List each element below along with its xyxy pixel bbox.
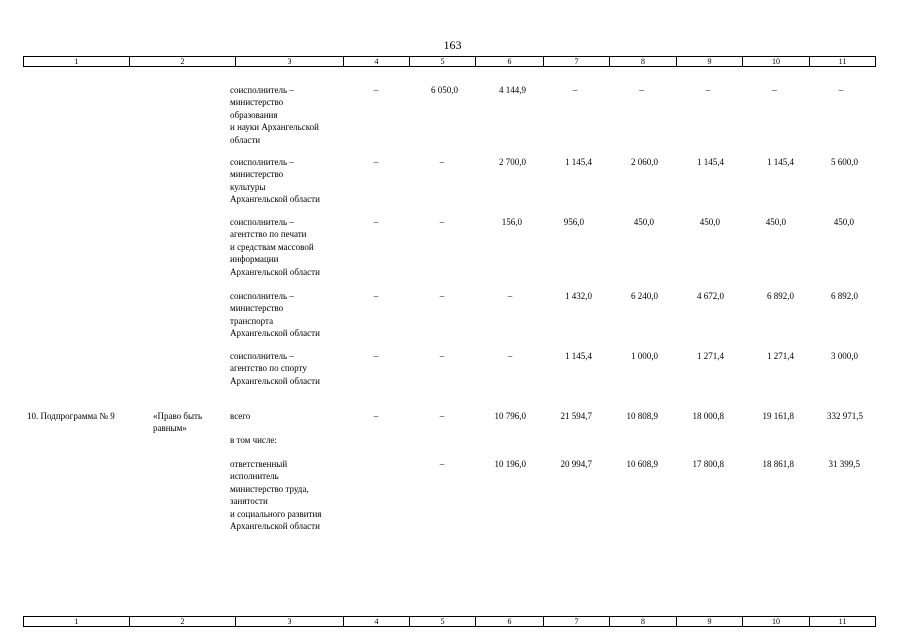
row-label: ответственный исполнитель министерство труда, занятости и социального развития Архангельской области [230,459,322,532]
value-cell: 17 800,8 [692,459,724,469]
value-cell: 20 994,7 [560,459,592,469]
col-number: 7 [544,57,610,67]
col-number: 7 [544,617,610,627]
col-number: 8 [610,57,677,67]
value-cell: – [705,85,711,95]
value-cell: 956,0 [563,217,584,227]
value-cell: – [373,157,379,167]
col-number: 11 [810,57,876,67]
value-cell: – [439,459,445,469]
col-number: 6 [476,57,544,67]
value-cell: – [439,411,445,421]
value-cell: – [772,85,777,95]
col-number: 3 [236,57,344,67]
col-number: 10 [743,617,810,627]
value-cell: 6 892,0 [831,291,858,301]
value-cell: 1 145,4 [565,351,592,361]
value-cell: 1 145,4 [697,157,724,167]
value-cell: – [373,291,379,301]
page-number: 163 [443,38,462,52]
including-label: в том числе: [230,435,277,445]
value-cell: – [439,291,445,301]
col-number: 8 [610,617,677,627]
value-cell: 3 000,0 [831,351,858,361]
value-cell: 1 000,0 [631,351,658,361]
col-number: 5 [410,57,476,67]
value-cell: 6 892,0 [767,291,794,301]
column-header-bottom [23,616,876,627]
value-cell: – [373,411,379,421]
row-label: соисполнитель – агентство по печати и средствам массовой информации Архангельской области [230,217,320,277]
col-number: 1 [24,57,130,67]
value-cell: – [373,351,379,361]
value-cell: 10 196,0 [494,459,526,469]
value-cell: 4 144,9 [499,85,526,95]
value-cell: – [439,351,445,361]
row-label: соисполнитель – министерство образования и науки Архангельской области [230,85,319,145]
value-cell: 1 145,4 [767,157,794,167]
value-cell: 10 796,0 [494,411,526,421]
value-cell: 6 240,0 [631,291,658,301]
col-number: 9 [677,57,743,67]
value-cell: 450,0 [699,217,720,227]
value-cell: – [373,85,379,95]
col-number: 3 [236,617,344,627]
value-cell: – [572,85,578,95]
col-number: 11 [810,617,876,627]
value-cell: 10 608,9 [626,459,658,469]
value-cell: 1 432,0 [565,291,592,301]
value-cell: 2 700,0 [499,157,526,167]
value-cell: 1 271,4 [767,351,794,361]
value-cell: 21 594,7 [560,411,592,421]
value-cell: – [373,217,379,227]
value-cell: 10 808,9 [626,411,658,421]
value-cell: 450,0 [633,217,654,227]
value-cell: – [838,85,844,95]
value-cell: – [507,351,513,361]
value-cell: 6 050,0 [431,85,458,95]
value-cell: 156,0 [501,217,522,227]
value-cell: 31 399,5 [828,459,860,469]
value-cell: 5 600,0 [831,157,858,167]
value-cell: 450,0 [833,217,854,227]
value-cell: – [439,157,445,167]
row-label: соисполнитель – министерство транспорта Архангельской области [230,291,320,339]
column-header-top [23,56,876,67]
value-cell: 1 271,4 [697,351,724,361]
total-label: всего [230,411,251,421]
row-label: соисполнитель – агентство по спорту Архангельской области [230,351,320,386]
col-number: 1 [24,617,130,627]
value-cell: 19 161,8 [762,411,794,421]
col-number: 2 [130,617,236,627]
value-cell: 18 000,8 [692,411,724,421]
value-cell: – [639,85,644,95]
col-number: 4 [344,617,410,627]
col-number: 4 [344,57,410,67]
col-number: 2 [130,57,236,67]
value-cell: 1 145,4 [565,157,592,167]
value-cell: – [507,291,513,301]
col-number: 9 [677,617,743,627]
row-label: соисполнитель – министерство культуры Архангельской области [230,157,320,205]
value-cell: 2 060,0 [631,157,658,167]
subprogram-name: «Право быть равным» [153,411,203,434]
col-number: 6 [476,617,544,627]
col-number: 5 [410,617,476,627]
value-cell: 18 861,8 [762,459,794,469]
value-cell: 450,0 [765,217,786,227]
value-cell: – [439,217,445,227]
col-number: 10 [743,57,810,67]
value-cell: 4 672,0 [697,291,724,301]
subprogram-number: 10. Подпрограмма № 9 [27,411,115,421]
value-cell: 332 971,5 [827,411,863,421]
